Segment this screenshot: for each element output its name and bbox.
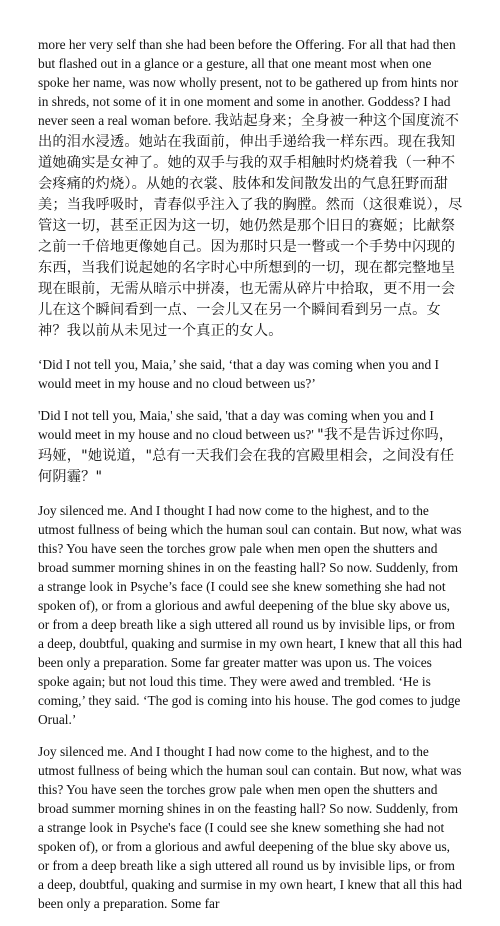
- paragraph-5-english: Joy silenced me. And I thought I had now come to the highest, and to the utmost fullness of being which the human soul can contain. But now, what was this? You have seen the torches grow pale when men open the shutters and broad summer morning shines in on the feasting hall? So now. Suddenly, from a strange look in Psyche's face (I could see she knew something she had not spoken of), or from a glorious and awful deepening of the blue sky above us, or from a deep breath like a sigh uttered all round us by invisible lips, or from a deep, doubtful, quaking and surmise in my own heart, I knew that all this had been only a preparation. Some far: [38, 744, 462, 911]
- paragraph-4-english: Joy silenced me. And I thought I had now come to the highest, and to the utmost fullness of being which the human soul can contain. But now, what was this? You have seen the torches grow pale when men open the shutters and broad summer morning shines in on the feasting hall? So now. Suddenly, from a strange look in Psyche’s face (I could see she knew something she had not spoken of), or from a glorious and awful deepening of the blue sky above us, or from a deep breath like a sigh uttered all round us by invisible lips, or from a deep, doubtful, quaking and surmise in my own heart, I knew that all this had been only a preparation. Some far greater matter was upon us. The voices spoke again; but not loud this time. They were awed and trembled. ‘He is coming,’ they said. ‘The god is coming into his house. The god comes to judge Orual.’: [38, 503, 462, 727]
- document-page: [38, 35, 464, 926]
- paragraph-1-english: more her very self than she had been before the Offering. For all that had then but flashed out in a glance or a gesture, all that one meant most when one spoke her name, was now wholly present, not to be gathered up from hints nor in shreds, not some of it in one moment and some in another. Goddess? I had never seen a real woman before.: [38, 37, 459, 128]
- paragraph-5: [38, 742, 464, 913]
- paragraph-2-english: ‘Did I not tell you, Maia,’ she said, ‘that a day was coming when you and I would meet in my house and no cloud between us?’: [38, 357, 439, 391]
- paragraph-3-chinese: "我不是告诉过你吗，玛娅，"她说道，"总有一天我们会在我的宫殿里相会，之间没有任何阴霾？": [38, 427, 455, 485]
- paragraph-1: [38, 35, 464, 342]
- paragraph-4: [38, 501, 464, 729]
- paragraph-2: [38, 355, 464, 393]
- paragraph-3: [38, 406, 464, 488]
- paragraph-3-english: 'Did I not tell you, Maia,' she said, 'that a day was coming when you and I would meet in my house and no cloud between us?': [38, 408, 434, 442]
- paragraph-1-chinese: 我站起身来；全身被一种这个国度流不出的泪水浸透。她站在我面前，伸出手递给我一样东西。现在我知道她确实是女神了。她的双手与我的双手相触时灼烧着我（一种不会疼痛的灼烧）。从她的衣裳、肢体和发间散发出的气息狂野而甜美；当我呼吸时，青春似乎注入了我的胸膛。然而（这很难说），尽管这一切，甚至正因为这一切，她仍然是那个旧日的赛姬；比献祭之前一千倍地更像她自己。因为那时只是一瞥或一个手势中闪现的东西，当我们说起她的名字时心中所想到的一切，现在都完整地呈现在眼前，无需从暗示中拼凑，也无需从碎片中拾取，更不用一会儿在这个瞬间看到一点、一会儿又在另一个瞬间看到另一点。女神？我以前从未见过一个真正的女人。: [38, 113, 463, 339]
